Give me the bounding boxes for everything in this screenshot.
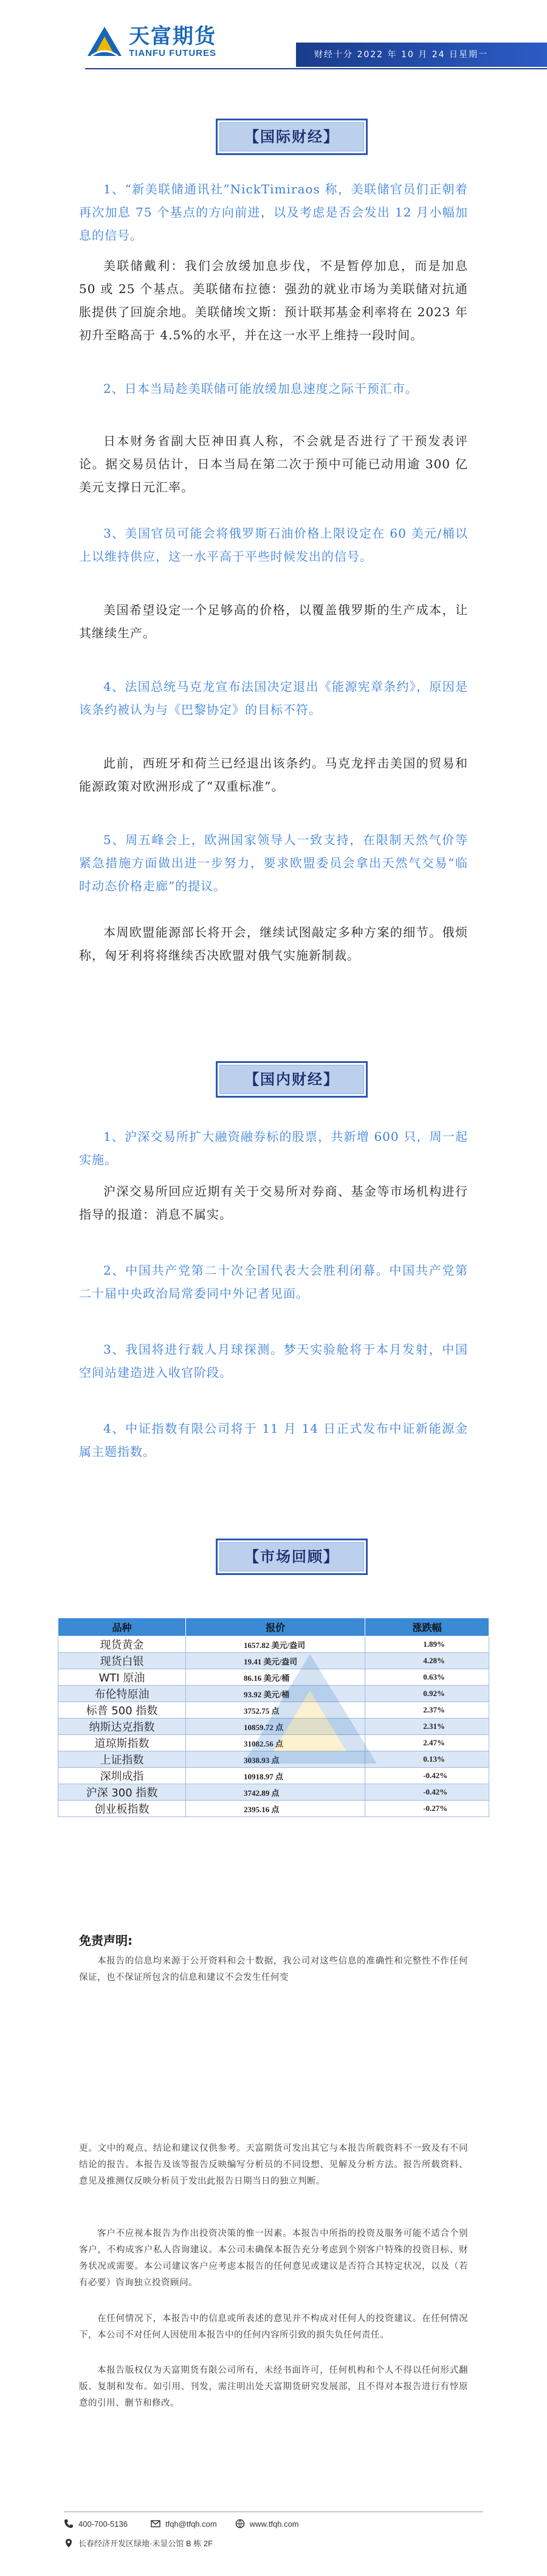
intl-item-5: 5、周五峰会上，欧洲国家领导人一致支持，在限制天然气价等紧急措施方面做出进一步努力，要求欧盟委员会拿出天然气交易“临时动态价格走廊”的提议。 [79,833,468,893]
table-row [58,1784,489,1801]
price-cell: 1657.82 美元/盎司 [186,1636,365,1653]
intl-item-4: 4、法国总统马克龙宣布法国决定退出《能源宪章条约》，原因是该条约被认为与《巴黎协定》的目标不符。 [79,679,468,717]
intl-item-3-detail: 美国希望设定一个足够高的价格，以覆盖俄罗斯的生产成本，让其继续生产。 [79,603,468,640]
intl-item-2-detail: 日本财务省副大臣神田真人称，不会就是否进行了干预发表评论。据交易员估计，日本当局在第二次于预中可能已动用逾 300 亿美元支撑日元汇率。 [79,434,468,494]
table-row [58,1751,489,1768]
footer-email[interactable]: tfqh@tfqh.com [165,2519,217,2529]
header-change: 涨跌幅 [365,1618,489,1636]
disclaimer-para-5: 本报告版权仅为天富期货有限公司所有，未经书面许可，任何机构和个人不得以任何形式翻版、复制和发布。如引用、刊发，需注明出处天富期货研究发展部，且不得对本报告进行有悖原意的引用、删节和修改。 [79,2366,468,2408]
change-cell: 2.37% [365,1702,489,1719]
change-cell: 0.92% [365,1686,489,1702]
price-cell: 3742.89 点 [186,1784,365,1801]
instrument-cell: 标普 500 指数 [58,1702,186,1719]
company-logo [85,24,216,58]
footer-website[interactable]: www.tfqh.com [249,2519,299,2529]
phone-icon [64,2519,74,2529]
instrument-cell: 现货白银 [58,1653,186,1669]
table-row [58,1801,489,1817]
table-row [58,1719,489,1735]
price-cell: 93.92 美元/桶 [186,1686,365,1702]
table-row [58,1686,489,1702]
section-title-international: 【国际财经】 [216,119,368,155]
instrument-cell: 深圳成指 [58,1768,186,1784]
price-cell: 31082.56 点 [186,1735,365,1751]
domestic-item-2: 2、中国共产党第二十次全国代表大会胜利闭幕。中国共产党第二十届中央政治局常委同中外记者见面。 [79,1263,468,1301]
intl-item-3: 3、美国官员可能会将俄罗斯石油价格上限设定在 60 美元/桶以上以维持供应，这一水平高于平些时候发出的信号。 [79,526,468,564]
section-title-market: 【市场回顾】 [216,1539,368,1575]
intl-item-2: 2、日本当局趁美联储可能放缓加息速度之际干预汇市。 [103,381,418,396]
domestic-item-1-detail: 沪深交易所回应近期有关于交易所对券商、基金等市场机构进行指导的报道：消息不属实。 [79,1184,468,1222]
instrument-cell: 现货黄金 [58,1636,186,1653]
change-cell: 0.13% [365,1751,489,1768]
change-cell: 1.89% [365,1636,489,1653]
instrument-cell: 布伦特原油 [58,1686,186,1702]
change-cell: 2.47% [365,1735,489,1751]
market-table-header [58,1618,489,1636]
logo-chinese-name: 天富期货 [129,24,216,49]
header-price: 报价 [186,1618,365,1636]
disclaimer-para-3: 客户不应视本报告为作出投资决策的惟一因素。本报告中所指的投资及服务可能不适合个别客户，不构成客户私人咨询建议。本公司未确保本报告充分考虑到个别客户特殊的投资目标、财务状况或需要。本公司建议客户应考虑本报告的任何意见或建议是否符合其特定状况，以及（若有必要）咨询独立投资顾问。 [79,2229,468,2288]
market-table [58,1618,489,1817]
instrument-cell: WTI 原油 [58,1669,186,1686]
table-row [58,1636,489,1653]
change-cell: 4.28% [365,1653,489,1669]
table-row [58,1653,489,1669]
price-cell: 19.41 美元/盎司 [186,1653,365,1669]
table-row [58,1768,489,1784]
change-cell: 2.31% [365,1719,489,1735]
change-cell: 0.63% [365,1669,489,1686]
logo-mark-icon [85,24,124,58]
change-cell: -0.42% [365,1768,489,1784]
logo-english-name: TIANFU FUTURES [129,47,216,58]
instrument-cell: 创业板指数 [58,1801,186,1817]
change-cell: -0.27% [365,1801,489,1817]
table-row [58,1735,489,1751]
section-title-domestic: 【国内财经】 [216,1061,368,1098]
price-cell: 10859.72 点 [186,1719,365,1735]
domestic-item-4: 4、中证指数有限公司将于 11 月 14 日正式发布中证新能源金属主题指数。 [79,1421,468,1459]
date-banner: 财经十分 2022 年 10 月 24 日星期一 [296,43,547,67]
footer-contacts [64,2519,299,2529]
page-header [0,0,547,79]
disclaimer-para-2: 更。文中的观点、结论和建议仅供参考。天富期货可发出其它与本报告所载资料不一致及有不同结论的报告。本报告及该等报告反映编写分析员的不同设想、见解及分析方法。报告所载资料、意见及推测仅反映分析员于发出此报告日期当日的独立判断。 [79,2144,468,2186]
intl-item-5-detail: 本周欧盟能源部长将开会，继续试图敲定多种方案的细节。俄烦称，匈牙利将将继续否决欧盟对俄气实施新制裁。 [79,925,468,963]
price-cell: 2395.16 点 [186,1801,365,1817]
intl-item-1-detail: 美联储戴利：我们会放缓加息步伐，不是暂停加息，而是加息 50 或 25 个基点。美联储布拉德：强劲的就业市场为美联储对抗通胀提供了回旋余地。美联储埃文斯：预计联邦基金利率将在 2023 年初升至略高于 4.5%的水平，并在这一水平上维持一段时间。 [79,258,468,342]
instrument-cell: 纳斯达克指数 [58,1719,186,1735]
table-row [58,1669,489,1686]
footer-address-row [64,2537,213,2549]
disclaimer-para-4: 在任何情况下，本报告中的信息或所表述的意见并不构成对任何人的投资建议。在任何情况下，本公司不对任何人因使用本报告中的任何内容所引致的损失负任何责任。 [79,2314,468,2340]
change-cell: -0.42% [365,1784,489,1801]
instrument-cell: 沪深 300 指数 [58,1784,186,1801]
instrument-cell: 上证指数 [58,1751,186,1768]
email-icon [151,2519,160,2529]
footer-address: 长春经济开发区绿地·未显公馆 B 栋 2F [78,2539,213,2548]
disclaimer-para-1: 本报告的信息均来源于公开资料和会十数据，我公司对这些信息的准确性和完整性不作任何保证，也不保证所包含的信息和建议不会发生任何变 [79,1956,468,1982]
intl-item-1: 1、“新美联储通讯社”NickTimiraos 称，美联储官员们正朝着再次加息 75 个基点的方向前进，以及考虑是否会发出 12 月小幅加息的信号。 [79,182,468,243]
header-divider [85,68,547,69]
web-icon [235,2519,245,2529]
location-icon [64,2538,74,2548]
footer-phone: 400-700-5136 [78,2519,128,2529]
price-cell: 3752.75 点 [186,1702,365,1719]
price-cell: 86.16 美元/桶 [186,1669,365,1686]
domestic-item-3: 3、我国将进行载人月球探测。梦天实验舱将于本月发射，中国空间站建造进入收官阶段。 [79,1342,468,1380]
price-cell: 3038.93 点 [186,1751,365,1768]
price-cell: 10918.97 点 [186,1768,365,1784]
intl-item-4-detail: 此前，西班牙和荷兰已经退出该条约。马克龙抨击美国的贸易和能源政策对欧洲形成了“双重标准”。 [79,756,468,794]
domestic-item-1: 1、沪深交易所扩大融资融券标的股票，共新增 600 只，周一起实施。 [79,1129,468,1167]
instrument-cell: 道琼斯指数 [58,1735,186,1751]
disclaimer-title: 免责声明: [79,1933,132,1948]
header-instrument: 品种 [58,1618,186,1636]
table-row [58,1702,489,1719]
